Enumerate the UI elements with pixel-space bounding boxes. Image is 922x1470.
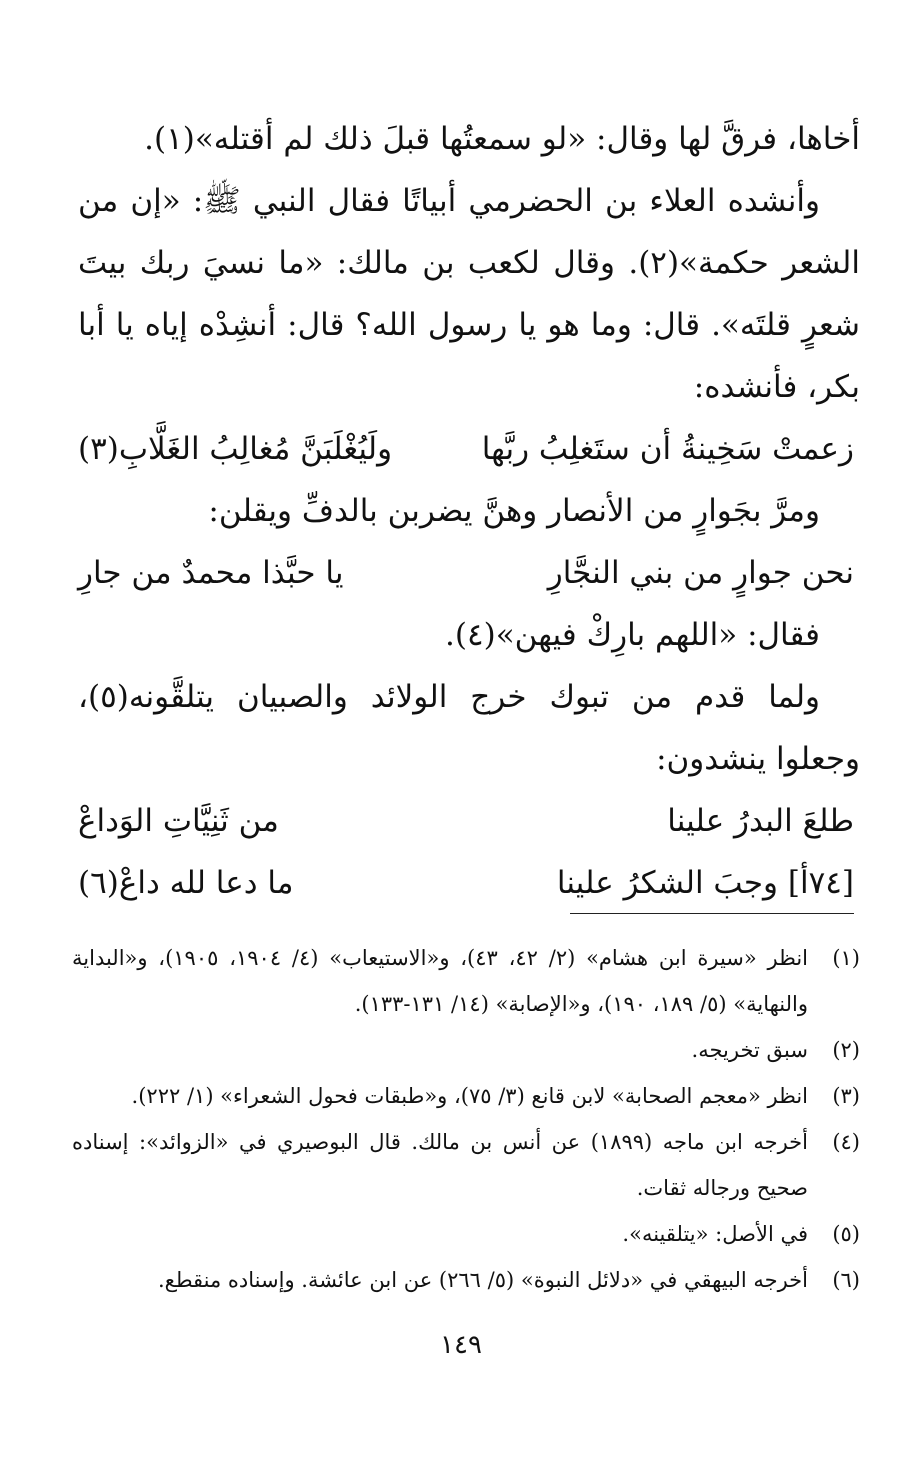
footnote-4 xyxy=(72,1119,860,1211)
footnote-number: (٣) xyxy=(832,1084,860,1108)
paragraph-5: ولما قدم من تبوك خرج الولائد والصبيان يتلقَّونه(٥)، وجعلوا ينشدون: xyxy=(78,679,860,777)
footnote-text: أخرجه البيهقي في «دلائل النبوة» (٥/ ٢٦٦) عن ابن عائشة. وإسناده منقطع. xyxy=(157,1268,808,1292)
footnote-text: سبق تخريجه. xyxy=(691,1038,808,1062)
verse-3-first-hemistich: طلعَ البدرُ علينا xyxy=(667,803,854,839)
verse-4-second-hemistich: ما دعا لله داعْ(٦) xyxy=(78,865,294,901)
verse-2-second-hemistich: يا حبَّذا محمدٌ من جارِ xyxy=(78,555,344,591)
verse-3-second-hemistich: من ثَنِيَّاتِ الوَداعْ xyxy=(78,803,279,839)
footnote-number: (٢) xyxy=(832,1038,860,1062)
footnote-6 xyxy=(72,1257,860,1303)
verse-4-first-hemistich: [٧٤أ] وجبَ الشكرُ علينا xyxy=(556,865,854,901)
footnote-3 xyxy=(72,1073,860,1119)
paragraph-1: أخاها، فرقَّ لها وقال: «لو سمعتُها قبلَ ذلك لم أقتله»(١). xyxy=(144,121,860,157)
verse-2 xyxy=(78,542,860,604)
footnote-text: انظر «سيرة ابن هشام» (٢/ ٤٢، ٤٣)، و«الاستيعاب» (٤/ ١٩٠٤، ١٩٠٥)، و«البداية والنهاية» (٥/ ١٨٩، ١٩٠)، و«الإصابة» (١٤/ ١٣١-١٣٣). xyxy=(72,946,809,1016)
page-number: ١٤٩ xyxy=(440,1330,482,1360)
paragraph-4: فقال: «اللهم بارِكْ فيهن»(٤). xyxy=(444,617,820,653)
footnote-text: في الأصل: «يتلقينه». xyxy=(622,1222,808,1246)
footnote-number: (٥) xyxy=(832,1222,860,1246)
verse-4 xyxy=(78,852,860,914)
verse-3 xyxy=(78,790,860,852)
footnote-1 xyxy=(72,935,860,1027)
footnote-number: (٦) xyxy=(832,1268,860,1292)
footnote-number: (٤) xyxy=(832,1130,860,1154)
footnote-separator xyxy=(570,913,854,914)
footnote-text: انظر «معجم الصحابة» لابن قانع (٣/ ٧٥)، و«طبقات فحول الشعراء» (١/ ٢٢٢). xyxy=(131,1084,808,1108)
footnote-2 xyxy=(72,1027,860,1073)
footnote-number: (١) xyxy=(832,946,860,970)
footnote-text: أخرجه ابن ماجه (١٨٩٩) عن أنس بن مالك. قال البوصيري في «الزوائد»: إسناده صحيح ورجاله ثقات. xyxy=(72,1130,808,1200)
verse-2-first-hemistich: نحن جوارٍ من بني النجَّارِ xyxy=(547,555,854,591)
paragraph-2: وأنشده العلاء بن الحضرمي أبياتًا فقال النبي ﷺ: «إن من الشعر حكمة»(٢). وقال لكعب بن مالك: «ما نسيَ ربك بيتَ شعرٍ قلتَه». قال: وما هو يا رسول الله؟ قال: أنشِدْه إياه يا أبا بكر، فأنشده: xyxy=(78,183,860,405)
footnotes xyxy=(72,935,860,1303)
footnote-5 xyxy=(72,1211,860,1257)
paragraph-3: ومرَّ بجَوارٍ من الأنصار وهنَّ يضربن بالدفِّ ويقلن: xyxy=(208,493,820,529)
verse-1-first-hemistich: زعمتْ سَخِينةُ أن ستَغلِبُ ربَّها xyxy=(481,431,854,467)
verse-1-second-hemistich: ولَيُغْلَبَنَّ مُغالِبُ الغَلَّابِ(٣) xyxy=(78,431,393,467)
verse-1 xyxy=(78,418,860,480)
main-text xyxy=(78,108,860,914)
